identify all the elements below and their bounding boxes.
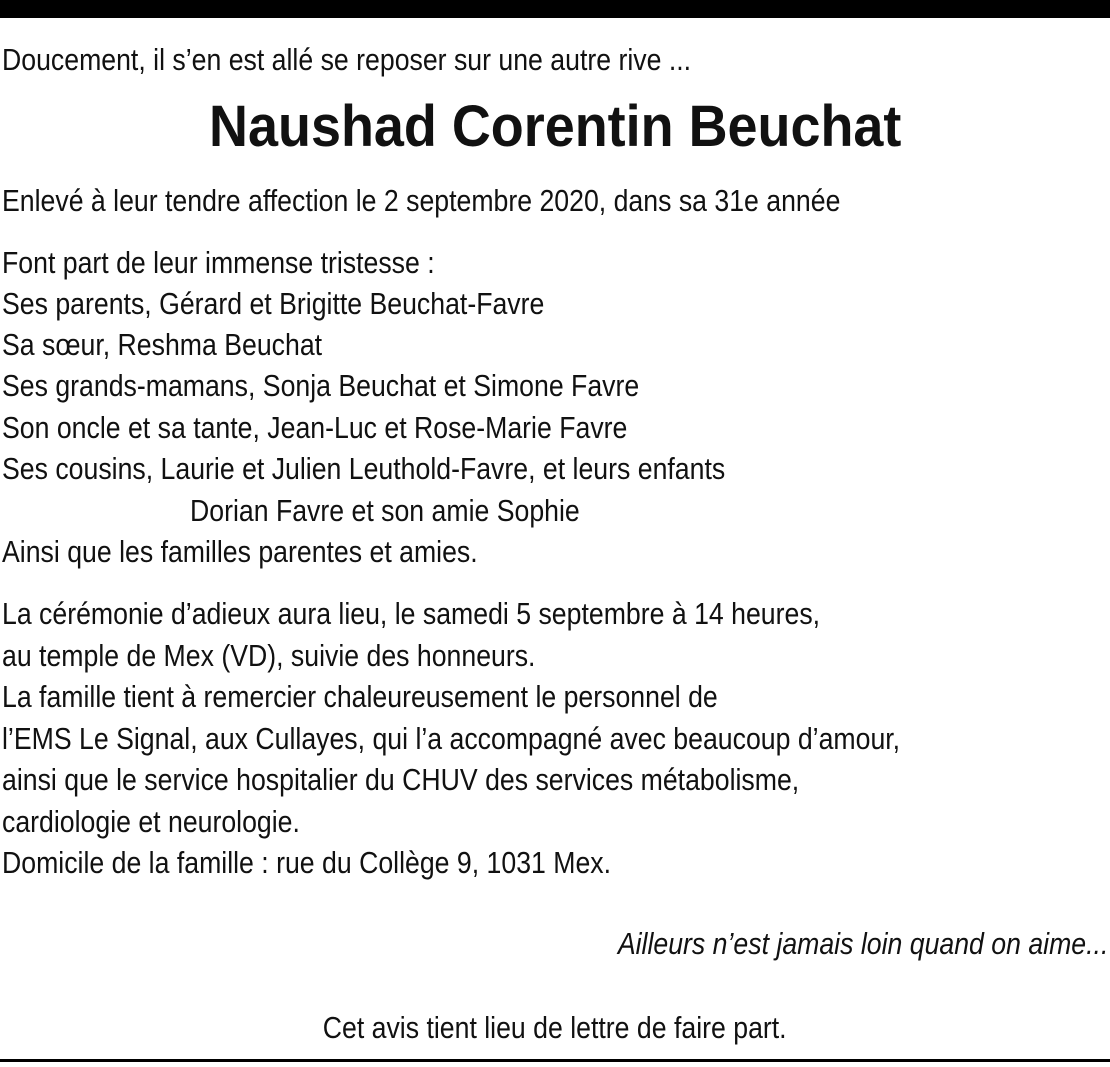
- ceremony-line: au temple de Mex (VD), suivie des honneurs.: [2, 638, 536, 673]
- family-member-subline: Dorian Favre et son amie Sophie: [190, 493, 580, 528]
- family-closing: Ainsi que les familles parentes et amies.: [2, 534, 478, 569]
- top-border-rule: [0, 0, 1110, 18]
- family-member-line: Ses grands-mamans, Sonja Beuchat et Simone Favre: [2, 368, 640, 403]
- family-member-line: Sa sœur, Reshma Beuchat: [2, 327, 323, 362]
- family-member-line: Ses parents, Gérard et Brigitte Beuchat-Favre: [2, 286, 545, 321]
- deceased-name-text: Naushad Corentin Beuchat: [208, 94, 902, 159]
- closing-note-text: Cet avis tient lieu de lettre de faire part.: [323, 1010, 787, 1045]
- family-member-line: Son oncle et sa tante, Jean-Luc et Rose-Marie Favre: [2, 410, 628, 445]
- thanks-line: ainsi que le service hospitalier du CHUV des services métabolisme,: [2, 762, 800, 797]
- epitaph: Ailleurs n’est jamais loin quand on aime...: [617, 926, 1108, 961]
- family-member-line: Ses cousins, Laurie et Julien Leuthold-Favre, et leurs enfants: [2, 451, 726, 486]
- closing-note: [0, 1008, 1110, 1048]
- family-intro: Font part de leur immense tristesse :: [2, 245, 435, 280]
- bottom-border-rule: [0, 1059, 1110, 1062]
- ceremony-line: La cérémonie d’adieux aura lieu, le samedi 5 septembre à 14 heures,: [2, 596, 821, 631]
- family-address: Domicile de la famille : rue du Collège 9, 1031 Mex.: [2, 845, 612, 880]
- thanks-line: l’EMS Le Signal, aux Cullayes, qui l’a accompagné avec beaucoup d’amour,: [2, 721, 901, 756]
- deceased-name: [0, 94, 1110, 160]
- opening-line: Doucement, il s’en est allé se reposer sur une autre rive ...: [2, 42, 692, 77]
- thanks-line: cardiologie et neurologie.: [2, 804, 300, 839]
- thanks-line: La famille tient à remercier chaleureusement le personnel de: [2, 679, 718, 714]
- death-announcement: Enlevé à leur tendre affection le 2 septembre 2020, dans sa 31e année: [2, 183, 841, 218]
